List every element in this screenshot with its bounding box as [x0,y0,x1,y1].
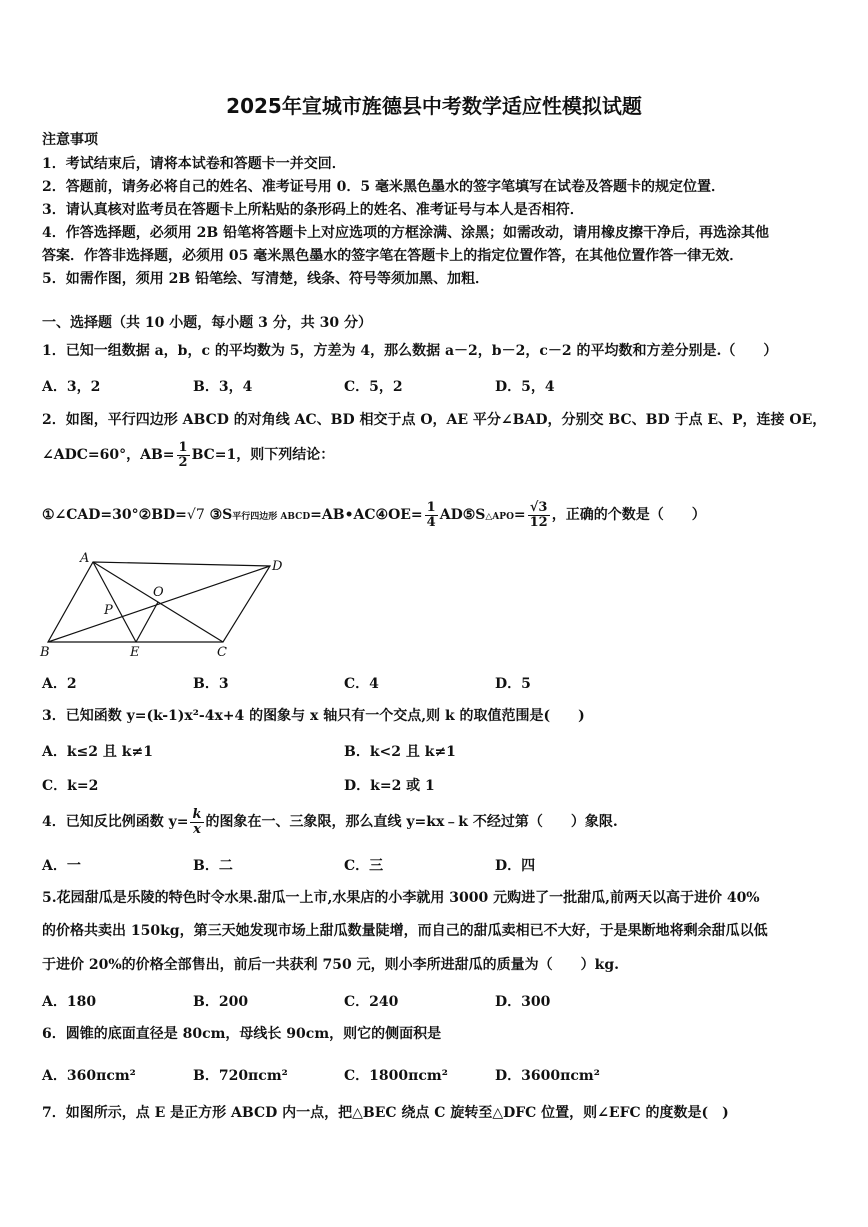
q3-option-b: B．k<2 且 k≠1 [344,744,456,760]
q4-option-b: B．二 [193,858,233,874]
question-1-stem: 1．已知一组数据 a，b，c 的平均数为 5，方差为 4，那么数据 a－2，b－2，c－2 的平均数和方差分别是.（ ） [42,343,778,359]
q6-option-c: C．1800πcm² [344,1068,448,1084]
q1-option-d: D．5，4 [495,379,555,395]
notice-item: 2．答题前，请务必将自己的姓名、准考证号用 0．5 毫米黑色墨水的签字笔填写在试卷及答题卡的规定位置． [42,179,725,195]
notice-heading: 注意事项 [42,132,98,148]
segment-ae [93,562,136,642]
q5-option-b: B．200 [193,994,249,1010]
notice-item: 1．考试结束后，请将本试卷和答题卡一并交回． [42,156,346,172]
q2-option-a: A．2 [42,676,77,692]
label-c: C [217,645,227,660]
notice-item: 5．如需作图，须用 2B 铅笔绘、写清楚，线条、符号等须加黑、加粗． [42,271,490,287]
q1-option-a: A．3，2 [42,379,101,395]
q2-option-c: C．4 [344,676,379,692]
question-5-line: 5.花园甜瓜是乐陵的特色时令水果.甜瓜一上市,水果店的小李就用 3000 元购进了一批甜瓜,前两天以高于进价 40% [42,890,760,906]
q4-text: 的图象在一、三象限，那么直线 y=kx﹣k 不经过第（ ）象限. [205,814,618,830]
notice-item: 3．请认真核对监考员在答题卡上所粘贴的条形码上的姓名、准考证号与本人是否相符． [42,202,584,218]
label-d: D [272,559,283,574]
label-e: E [130,645,140,660]
numerator: 1 [426,499,436,515]
q2-conclusion: =AB•AC④OE= [310,507,423,523]
denominator: 12 [529,514,548,530]
sqrt-7: √7 [186,507,205,523]
question-6-stem: 6．圆锥的底面直径是 80cm，母线长 90cm，则它的侧面积是 [42,1026,442,1042]
q2-conclusion: ③S [209,507,233,523]
q2-text: ，正确的个数是（ ） [551,507,706,523]
q3-option-d: D．k=2 或 1 [344,778,435,794]
q3-option-c: C．k=2 [42,778,99,794]
q6-option-a: A．360πcm² [42,1068,136,1084]
question-5-line: 的价格共卖出 150kg，第三天她发现市场上甜瓜数量陡增，而自己的甜瓜卖相已不大好，于是果断地将剩余甜瓜以低 [42,923,768,939]
q6-option-d: D．3600πcm² [495,1068,600,1084]
numerator: √3 [528,501,550,516]
q2-text: BC=1，则下列结论： [191,447,335,463]
notice-item: 答案．作答非选择题，必须用 05 毫米黑色墨水的签字笔在答题卡上的指定位置作答，在其他位置作答一律无效． [42,248,744,264]
question-7-stem: 7．如图所示，点 E 是正方形 ABCD 内一点，把△BEC 绕点 C 旋转至△DFC 位置，则∠EFC 的度数是( ) [42,1105,729,1121]
q2-conclusion: AD⑤S [439,507,486,523]
q2-option-b: B．3 [193,676,229,692]
notice-item: 4．作答选择题，必须用 2B 铅笔将答题卡上对应选项的方框涂满、涂黑；如需改动，请用橡皮擦干净后，再选涂其他 [42,225,770,241]
question-5-line: 于进价 20%的价格全部售出，前后一共获利 750 元，则小李所进甜瓜的质量为（ ）kg. [42,957,619,973]
label-p: P [104,603,113,618]
page-title: 2025年宣城市旌德县中考数学适应性模拟试题 [226,94,642,118]
subscript: 平行四边形 ABCD [232,512,311,522]
q5-option-d: D．300 [495,994,551,1010]
q5-option-a: A．180 [42,994,97,1010]
question-3-stem: 3．已知函数 y=(k-1)x²-4x+4 的图象与 x 轴只有一个交点,则 k 的取值范围是( ) [42,708,585,724]
label-o: O [153,585,164,600]
q1-option-b: B．3，4 [193,379,253,395]
question-4-stem [42,804,618,840]
label-b: B [40,645,50,660]
q4-option-a: A．一 [42,858,81,874]
label-a: A [80,551,90,566]
question-2-stem-line2 [42,440,334,470]
question-2-conclusions [42,498,706,534]
diagonal-bd [48,566,270,642]
q2-conclusion: ①∠CAD=30°②BD= [42,507,187,523]
fraction [190,808,203,837]
q4-option-d: D．四 [495,858,536,874]
fraction [177,441,190,470]
parallelogram-figure [38,550,298,660]
fraction [528,501,550,530]
q2-option-d: D．5 [495,676,531,692]
q2-text: ∠ADC=60°，AB= [42,447,175,463]
numerator: 1 [178,439,188,455]
question-2-stem: 2．如图，平行四边形 ABCD 的对角线 AC、BD 相交于点 O，AE 平分∠BAD，分别交 BC、BD 于点 E、P，连接 OE， [42,412,827,428]
q4-option-c: C．三 [344,858,384,874]
q4-text: 4．已知反比例函数 y= [42,814,189,830]
subscript: △APO [485,512,514,522]
denominator: 4 [426,514,436,530]
numerator: k [192,806,202,822]
q5-option-c: C．240 [344,994,399,1010]
q1-option-c: C．5，2 [344,379,403,395]
denominator: x [193,821,201,837]
q3-option-a: A．k≤2 且 k≠1 [42,744,153,760]
section-heading: 一、选择题（共 10 小题，每小题 3 分，共 30 分） [42,315,372,331]
q2-conclusion: = [513,507,526,523]
q6-option-b: B．720πcm² [193,1068,288,1084]
denominator: 2 [178,454,188,470]
fraction [425,501,438,530]
